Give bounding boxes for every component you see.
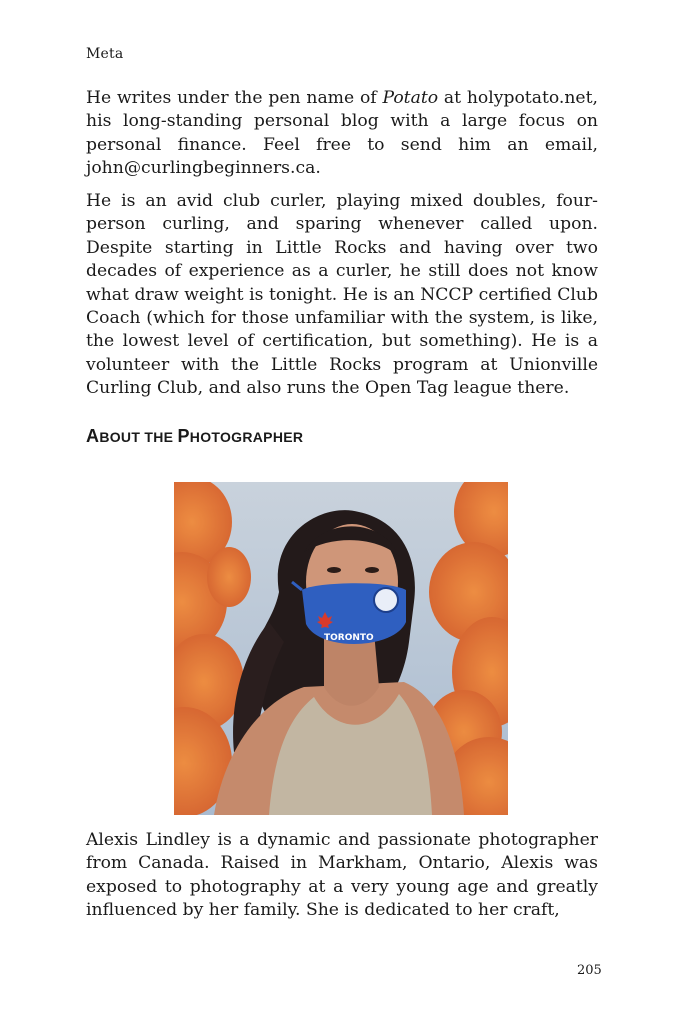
- paragraph-author-blog: [86, 87, 598, 181]
- heading-letter: A: [86, 426, 100, 446]
- paragraph-photographer-bio: Alexis Lindley is a dynamic and passionate photographer from Canada. Raised in Markham, Ontario, Alexis was exposed to photography at a very young age and greatly influenced by her family. She is dedicated to her craft,: [86, 830, 598, 921]
- running-head: Meta: [86, 46, 124, 62]
- pen-name: Potato: [382, 88, 439, 108]
- section-heading: [86, 426, 303, 447]
- paragraph-author-curling: He is an avid club curler, playing mixed doubles, four-person curling, and sparing whenever called upon. Despite starting in Little Rocks and having over two decades of experience as a curler, he still does not know what draw weight is tonight. He is an NCCP certified Club Coach (which for those unfamiliar with the system, is like, the lowest level of certification, but something). He is a volunteer with the Little Rocks program at Unionville Curling Club, and also runs the Open Tag league there.: [86, 191, 598, 399]
- page-number: 205: [577, 963, 602, 978]
- heading-letter: P: [177, 426, 190, 446]
- heading-smallcaps: BOUT THE: [99, 429, 178, 445]
- paragraph-text: at holypotato.net, his long-standing personal blog with a large focus on personal finance. Feel free to send him an email, john@curlingbeginners.ca.: [86, 88, 598, 179]
- mask-text: TORONTO: [324, 633, 374, 643]
- photographer-portrait: [174, 482, 508, 815]
- heading-smallcaps: HOTOGRAPHER: [189, 429, 304, 445]
- paragraph-text: He writes under the pen name of: [86, 88, 383, 108]
- mask-logo: [374, 588, 398, 612]
